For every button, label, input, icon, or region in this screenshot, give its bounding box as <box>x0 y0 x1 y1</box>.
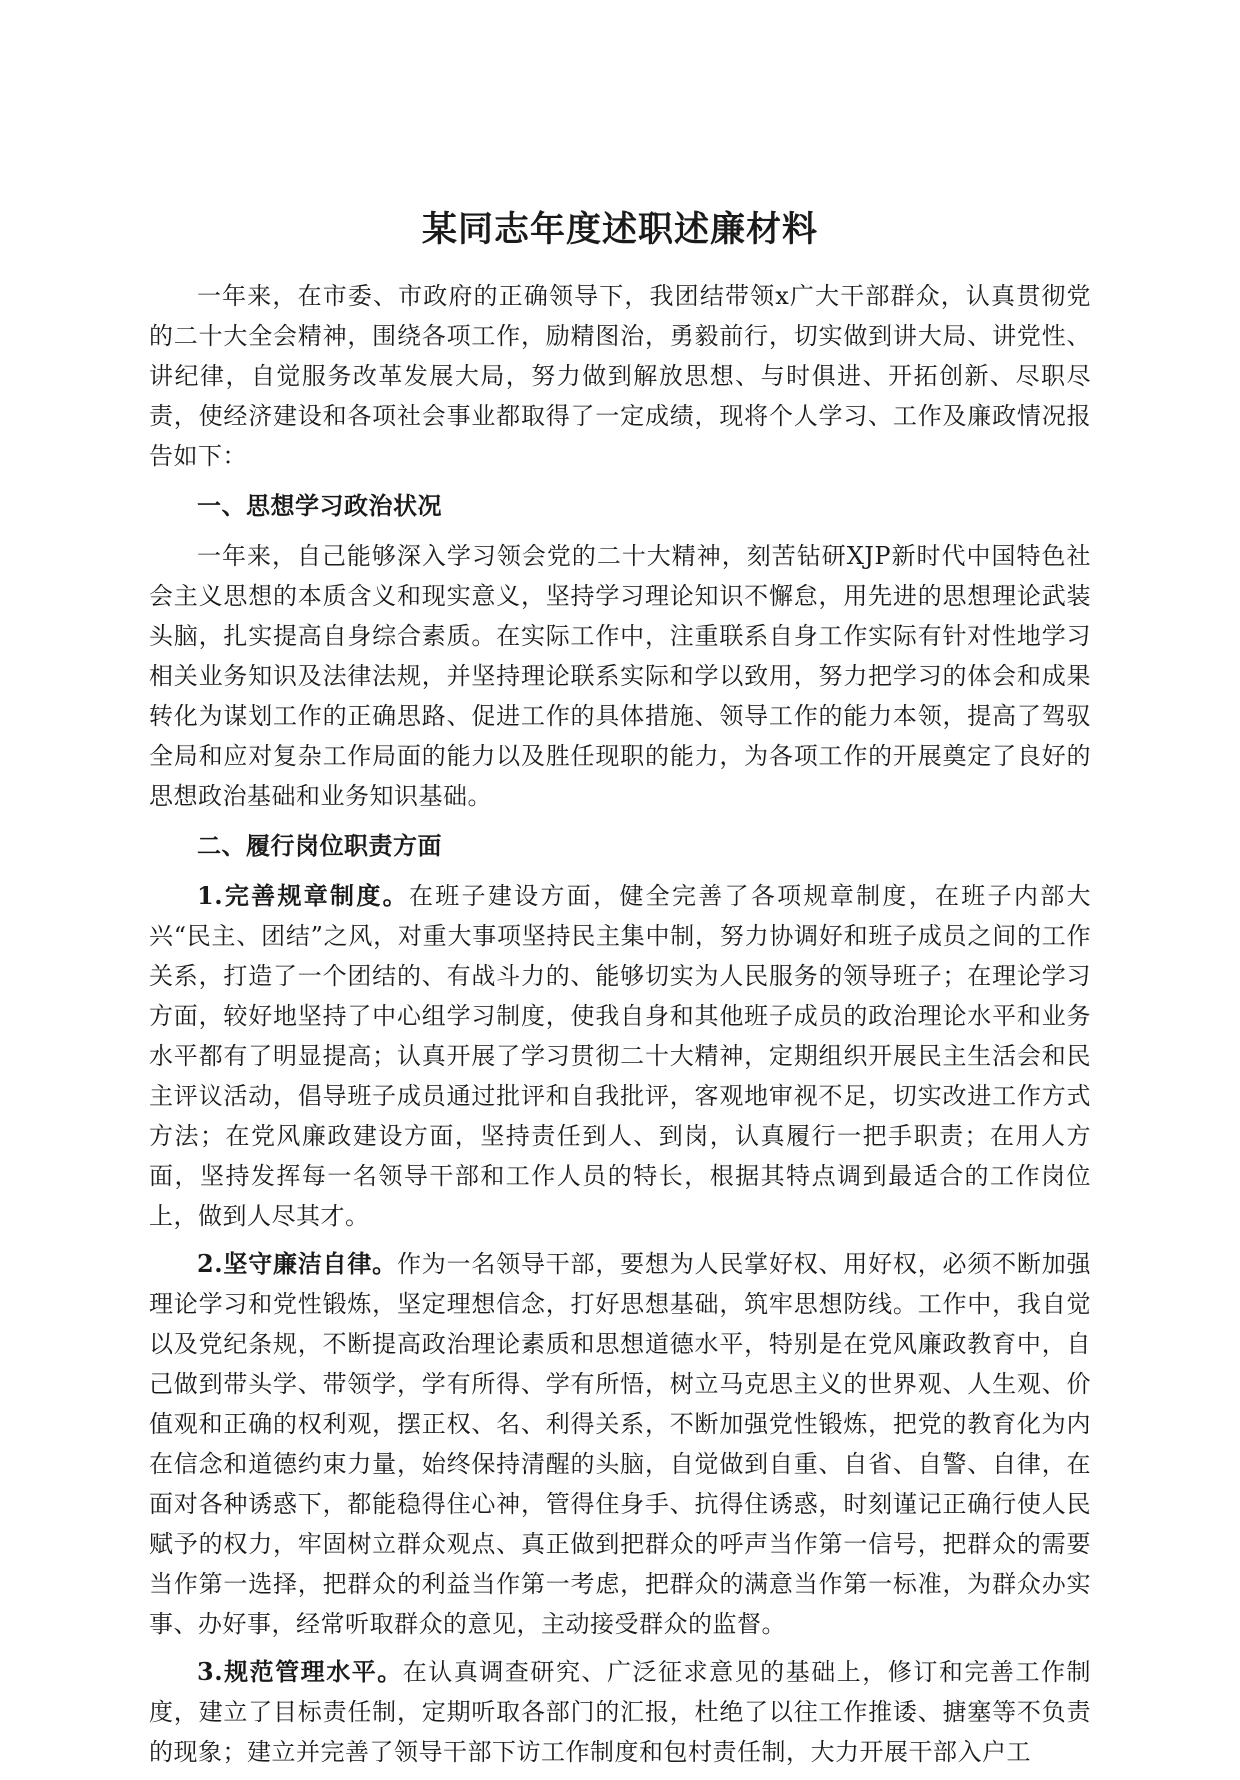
section-1-paragraph: 一年来，自己能够深入学习领会党的二十大精神，刻苦钻研XJP新时代中国特色社会主义思想的本质含义和现实意义，坚持学习理论知识不懈怠，用先进的思想理论武装头脑，扎实提高自身综合素质。在实际工作中，注重联系自身工作实际有针对性地学习相关业务知识及法律法规，并坚持理论联系实际和学以致用，努力把学习的体会和成果转化为谋划工作的正确思路、促进工作的具体措施、领导工作的能力本领，提高了驾驭全局和应对复杂工作局面的能力以及胜任现职的能力，为各项工作的开展奠定了良好的思想政治基础和业务知识基础。 <box>149 542 1091 810</box>
intro-paragraph: 一年来，在市委、市政府的正确领导下，我团结带领x广大干部群众，认真贯彻党的二十大全会精神，围绕各项工作，励精图治，勇毅前行，切实做到讲大局、讲党性、讲纪律，自觉服务改革发展大局，努力做到解放思想、与时俱进、开拓创新、尽职尽责，使经济建设和各项社会事业都取得了一定成绩，现将个人学习、工作及廉政情况报告如下： <box>149 282 1091 470</box>
section-2-item-2 <box>149 1244 1091 1644</box>
section-heading-1: 一、思想学习政治状况 <box>197 491 442 520</box>
document-title: 某同志年度述职述廉材料 <box>421 209 818 250</box>
section-2-item-1 <box>149 876 1091 1236</box>
section-2-item-3 <box>149 1652 1091 1772</box>
item-1-text: 在班子建设方面，健全完善了各项规章制度，在班子内部大兴“民主、团结”之风，对重大事项坚持民主集中制，努力协调好和班子成员之间的工作关系，打造了一个团结的、有战斗力的、能够切实为人民服务的领导班子；在理论学习方面，较好地坚持了中心组学习制度，使我自身和其他班子成员的政治理论水平和业务水平都有了明显提高；认真开展了学习贯彻二十大精神，定期组织开展民主生活会和民主评议活动，倡导班子成员通过批评和自我批评，客观地审视不足，切实改进工作方式方法；在党风廉政建设方面，坚持责任到人、到岗，认真履行一把手职责；在用人方面，坚持发挥每一名领导干部和工作人员的特长，根据其特点调到最适合的工作岗位上，做到人尽其才。 <box>149 882 1091 1230</box>
item-1-lead: 1.完善规章制度。 <box>197 881 409 910</box>
section-heading-2: 二、履行岗位职责方面 <box>197 831 442 860</box>
item-2-lead: 2.坚守廉洁自律。 <box>197 1249 397 1278</box>
item-3-text: 在认真调查研究、广泛征求意见的基础上，修订和完善工作制度，建立了目标责任制，定期听取各部门的汇报，杜绝了以往工作推诿、搪塞等不负责的现象；建立并完善了领导干部下访工作制度和包村责任制，大力开展干部入户工 <box>149 1658 1091 1766</box>
document-body <box>149 276 1091 1780</box>
item-2-text: 作为一名领导干部，要想为人民掌好权、用好权，必须不断加强理论学习和党性锻炼，坚定理想信念，打好思想基础，筑牢思想防线。工作中，我自觉以及党纪条规，不断提高政治理论素质和思想道德水平，特别是在党风廉政教育中，自己做到带头学、带领学，学有所得、学有所悟，树立马克思主义的世界观、人生观、价值观和正确的权利观，摆正权、名、利得关系，不断加强党性锻炼，把党的教育化为内在信念和道德约束力量，始终保持清醒的头脑，自觉做到自重、自省、自警、自律，在面对各种诱惑下，都能稳得住心神，管得住身手、抗得住诱惑，时刻谨记正确行使人民赋予的权力，牢固树立群众观点、真正做到把群众的呼声当作第一信号，把群众的需要当作第一选择，把群众的利益当作第一考虑，把群众的满意当作第一标准，为群众办实事、办好事，经常听取群众的意见，主动接受群众的监督。 <box>149 1250 1092 1638</box>
item-3-lead: 3.规范管理水平。 <box>197 1657 403 1686</box>
